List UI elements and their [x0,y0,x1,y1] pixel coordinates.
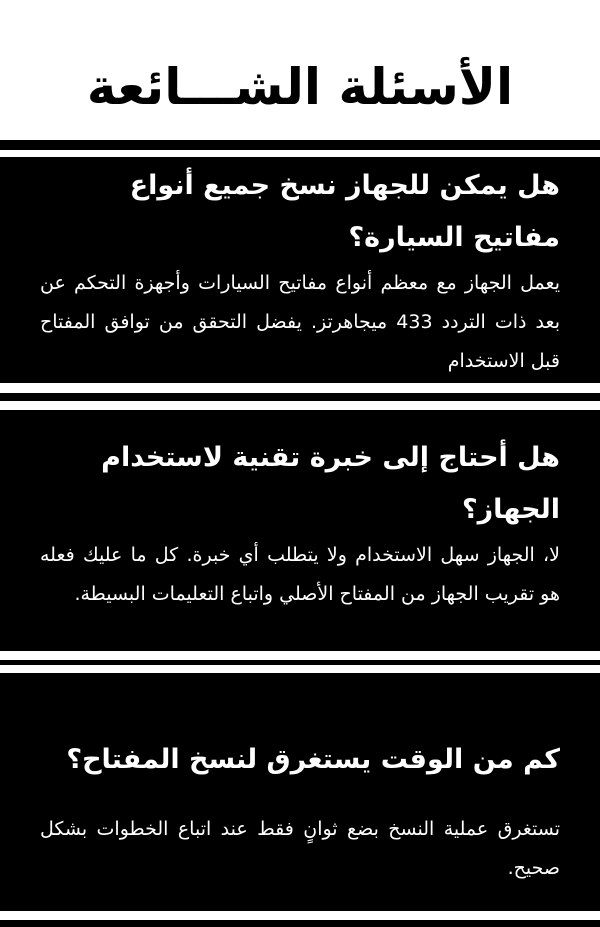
divider [0,911,600,920]
page-title: الأسئلة الشـــائعة [86,58,514,116]
faq-item-3 [40,734,560,888]
faq-answer: لا، الجهاز سهل الاستخدام ولا يتطلب أي خبرة. كل ما عليك فعله هو تقريب الجهاز من المفتاح الأصلي واتباع التعليمات البسيطة. [40,544,560,605]
faq-answer: تستغرق عملية النسخ بضع ثوانٍ فقط عند اتباع الخطوات بشكل صحيح. [40,818,560,879]
faq-item-2 [40,432,560,614]
divider [0,665,600,673]
faq-question: هل أحتاج إلى خبرة تقنية لاستخدام الجهاز؟ [101,442,560,525]
page-header [0,0,600,140]
faq-question: كم من الوقت يستغرق لنسخ المفتاح؟ [66,744,560,775]
faq-question: هل يمكن للجهاز نسخ جميع أنواع مفاتيح السيارة؟ [129,170,560,253]
divider [0,401,600,410]
faq-item-1 [40,160,560,381]
divider [0,150,600,157]
faq-answer: يعمل الجهاز مع معظم أنواع مفاتيح السيارات وأجهزة التحكم عن بعد ذات التردد 433 ميجاهرتز. يفضل التحقق من توافق المفتاح قبل الاستخدام [40,272,560,372]
divider [0,651,600,660]
divider [0,383,600,393]
